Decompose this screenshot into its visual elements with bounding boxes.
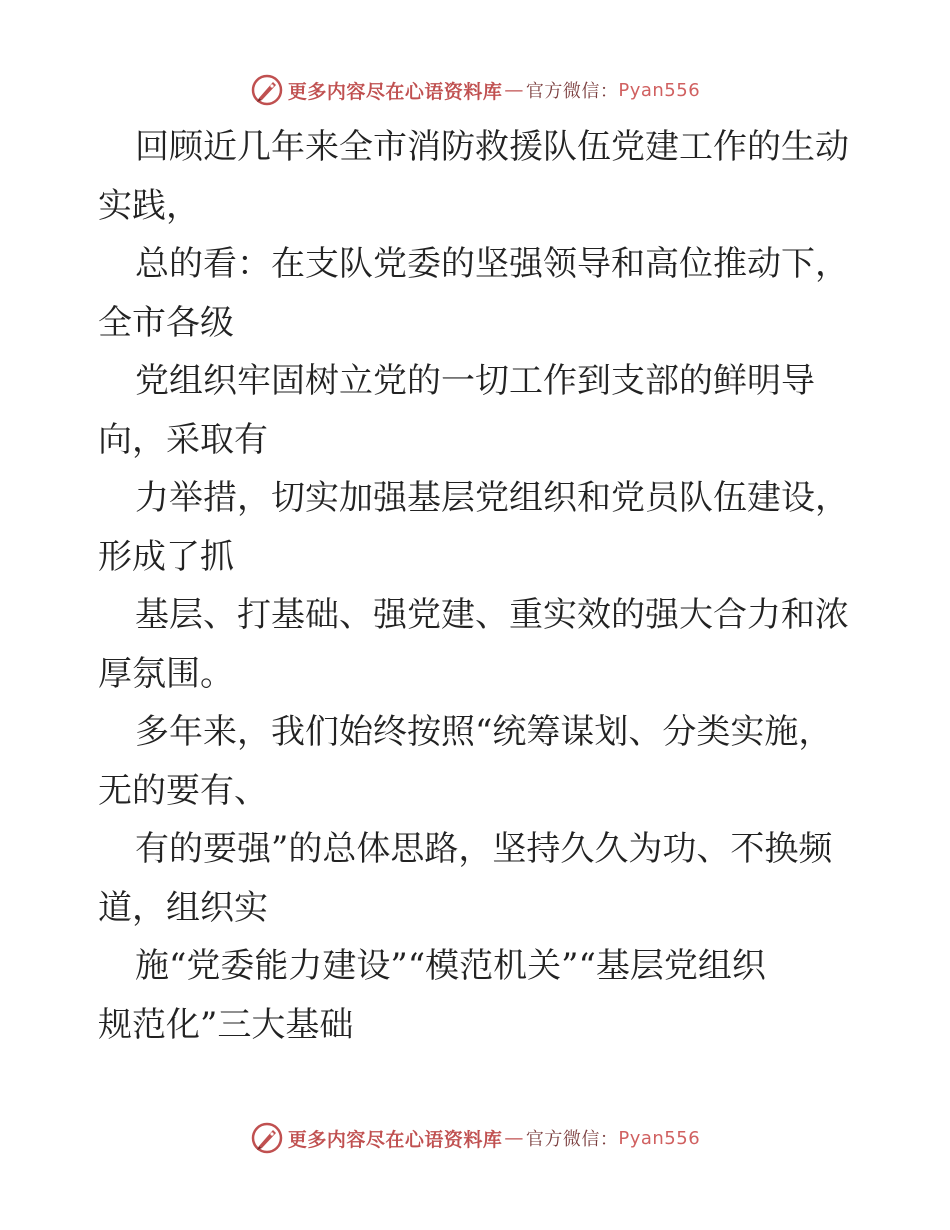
paragraph-line: 力举措，切实加强基层党组织和党员队伍建设， xyxy=(135,478,849,518)
paragraph-line: 形成了抓 xyxy=(98,536,234,577)
watermark-wechat-id: Pyan556 xyxy=(618,79,701,101)
watermark-site-text: 更多内容尽在心语资料库 xyxy=(287,80,503,103)
watermark-dash: — xyxy=(504,1127,524,1149)
paragraph-line: 实践， xyxy=(98,185,200,226)
watermark-site-text: 更多内容尽在心语资料库 xyxy=(287,1128,503,1151)
paragraph-line: 无的要有、 xyxy=(98,770,268,811)
paragraph-line: 总的看：在支队党委的坚强领导和高位推动下， xyxy=(135,244,849,284)
watermark-header xyxy=(0,70,950,110)
paragraph-line: 道，组织实 xyxy=(98,887,268,928)
document-body xyxy=(98,118,858,1054)
paragraph-line: 基层、打基础、强党建、重实效的强大合力和浓 xyxy=(135,595,849,635)
quill-pen-logo-icon xyxy=(250,73,284,107)
quill-pen-logo-icon xyxy=(250,1121,284,1155)
paragraph-line: 厚氛围。 xyxy=(98,653,234,694)
paragraph-line: 向，采取有 xyxy=(98,419,268,460)
paragraph-line: 回顾近几年来全市消防救援队伍党建工作的生动 xyxy=(135,127,849,167)
watermark-wechat-label: 官方微信： xyxy=(525,81,619,102)
paragraph-line: 施“党委能力建设”“模范机关”“基层党组织 xyxy=(135,946,766,986)
watermark-footer xyxy=(0,1118,950,1158)
watermark-dash: — xyxy=(504,79,524,101)
paragraph-line: 有的要强”的总体思路，坚持久久为功、不换频 xyxy=(135,829,833,869)
paragraph-line: 党组织牢固树立党的一切工作到支部的鲜明导 xyxy=(135,361,815,401)
watermark-wechat-label: 官方微信： xyxy=(525,1129,619,1150)
paragraph-line: 规范化”三大基础 xyxy=(98,1004,354,1045)
paragraph-line: 多年来，我们始终按照“统筹谋划、分类实施， xyxy=(135,712,833,752)
watermark-wechat-id: Pyan556 xyxy=(618,1127,701,1149)
paragraph-line: 全市各级 xyxy=(98,302,234,343)
